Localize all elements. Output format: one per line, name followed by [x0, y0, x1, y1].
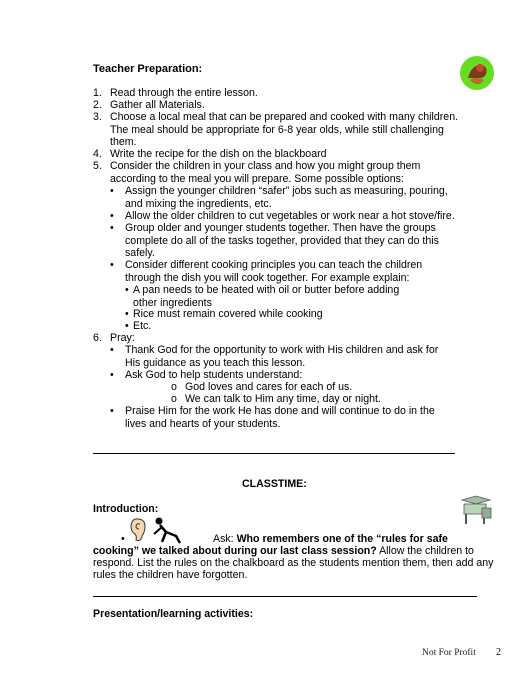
- presentation-heading: Presentation/learning activities:: [93, 608, 254, 620]
- bullet-icon: •: [110, 344, 114, 356]
- pray-icon: [458, 54, 496, 92]
- teacher-prep-heading: Teacher Preparation:: [93, 63, 203, 75]
- bullet-icon: •: [121, 533, 125, 545]
- prep-item: Write the recipe for the dish on the blackboard: [110, 148, 327, 160]
- bullet-icon: •: [110, 369, 114, 381]
- item-number: 5.: [93, 160, 102, 172]
- section-divider: [93, 596, 477, 597]
- bullet-item: Praise Him for the work He has done and will continue to do in the lives and hearts of your students.: [125, 405, 435, 430]
- prep-item: Read through the entire lesson.: [110, 87, 258, 99]
- item-number: 6.: [93, 332, 102, 344]
- bullet-item: Thank God for the opportunity to work with His children and ask for His guidance as you teach this lesson.: [125, 344, 439, 369]
- ask-question: Who remembers one of the “rules for safe: [236, 533, 448, 545]
- desk-icon: [458, 494, 494, 526]
- sub-bullet-item: Rice must remain covered while cooking: [133, 308, 323, 320]
- bullet-icon: •: [110, 405, 114, 417]
- classtime-heading: CLASSTIME:: [242, 478, 307, 490]
- sub-bullet-icon: •: [125, 284, 129, 296]
- bullet-item: Assign the younger children “safer” jobs such as measuring, pouring, and mixing the ingredients, etc.: [125, 185, 448, 210]
- footer-text: Not For Profit: [422, 648, 476, 658]
- sub-bullet-icon: o: [171, 381, 177, 393]
- sub-bullet-item: We can talk to Him any time, day or night.: [185, 393, 381, 405]
- prep-item: Consider the children in your class and how you might group them according to the meal you will prepare. Some possible options:: [110, 160, 421, 185]
- introduction-heading: Introduction:: [93, 503, 159, 515]
- prep-item: Gather all Materials.: [110, 99, 205, 111]
- page-number: 2: [496, 647, 501, 658]
- person-bending-icon: [150, 516, 184, 544]
- bullet-icon: •: [110, 259, 114, 271]
- section-divider: [93, 453, 455, 454]
- ask-instruction: respond. List the rules on the chalkboard as the students mention them, then add any: [93, 557, 494, 569]
- sub-bullet-icon: •: [125, 320, 129, 332]
- item-number: 3.: [93, 111, 102, 123]
- bullet-icon: •: [110, 210, 114, 222]
- sub-bullet-item: Etc.: [133, 320, 152, 332]
- bullet-item: Consider different cooking principles you can teach the children through the dish you will cook together. For example explain:: [125, 259, 423, 284]
- prep-item: Choose a local meal that can be prepared and cooked with many children. The meal should be appropriate for 6-8 year olds, while still challenging them.: [110, 111, 459, 149]
- sub-bullet-icon: •: [125, 308, 129, 320]
- ear-icon: [127, 516, 149, 542]
- bullet-icon: •: [110, 222, 114, 234]
- bullet-item: Group older and younger students together. Then have the groups complete do all of the tasks together, provided that they can do this safely.: [125, 222, 439, 260]
- sub-bullet-item: A pan needs to be heated with oil or butter before adding other ingredients: [133, 284, 400, 309]
- item-number: 2.: [93, 99, 102, 111]
- ask-label: Ask:: [213, 533, 234, 545]
- sub-bullet-icon: o: [171, 393, 177, 405]
- ask-instruction: Allow the children to: [376, 545, 474, 557]
- sub-bullet-item: God loves and cares for each of us.: [185, 381, 353, 393]
- prep-item: Pray:: [110, 332, 135, 344]
- bullet-item: Ask God to help students understand:: [125, 369, 303, 381]
- bullet-item: Allow the older children to cut vegetables or work near a hot stove/fire.: [125, 210, 455, 222]
- item-number: 4.: [93, 148, 102, 160]
- ask-instruction: rules the children have forgotten.: [93, 569, 248, 581]
- ask-question-continued: cooking” we talked about during our last class session?: [93, 545, 377, 557]
- bullet-icon: •: [110, 185, 114, 197]
- item-number: 1.: [93, 87, 102, 99]
